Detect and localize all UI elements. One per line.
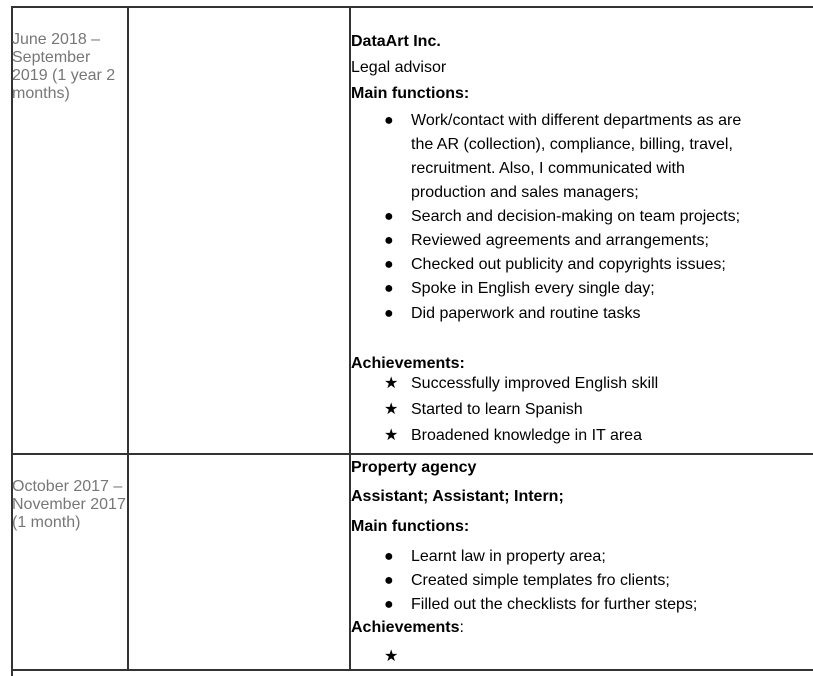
functions-heading: Main functions: (351, 518, 470, 535)
star-icon: ★ (384, 401, 399, 418)
achievement-item: Broadened knowledge in IT area (411, 427, 642, 444)
bullet-icon: ● (384, 596, 394, 613)
list-item: Reviewed agreements and arrangements; (411, 232, 709, 249)
bullet-icon: ● (384, 256, 394, 273)
bullet-icon: ● (384, 232, 394, 249)
achievements-heading (351, 616, 464, 640)
column-divider (127, 6, 129, 671)
star-icon: ★ (384, 375, 399, 392)
star-icon: ★ (384, 427, 399, 444)
bullet-icon: ● (384, 305, 394, 322)
table-top-border (11, 6, 813, 8)
list-item: Did paperwork and routine tasks (411, 305, 641, 322)
star-icon: ★ (384, 648, 399, 665)
list-item: recruitment. Also, I communicated with (411, 160, 685, 177)
bullet-icon: ● (384, 548, 394, 565)
company-name: Property agency (351, 459, 477, 476)
position-title: Assistant; Assistant; Intern; (351, 488, 564, 505)
date-range: October 2017 – November 2017 (1 month) (12, 478, 126, 531)
list-item: Checked out publicity and copyrights issues; (411, 256, 726, 273)
list-item: Search and decision-making on team projects; (411, 208, 741, 225)
list-item: production and sales managers; (411, 184, 639, 201)
date-range: June 2018 – September 2019 (1 year 2 months) (12, 31, 116, 102)
table-left-border (11, 6, 13, 676)
bullet-icon: ● (384, 572, 394, 589)
achievements-colon: : (459, 619, 464, 636)
bullet-icon: ● (384, 112, 394, 129)
list-item: Spoke in English every single day; (411, 280, 655, 297)
list-item: Learnt law in property area; (411, 548, 606, 565)
bullet-icon: ● (384, 280, 394, 297)
bullet-icon: ● (384, 208, 394, 225)
achievement-item: Successfully improved English skill (411, 375, 659, 392)
achievements-label: Achievements (351, 619, 460, 636)
row-divider (11, 453, 813, 455)
position-title: Legal advisor (351, 59, 447, 76)
list-item: Filled out the checklists for further steps; (411, 596, 698, 613)
functions-heading: Main functions: (351, 85, 470, 102)
list-item: the AR (collection), compliance, billing, travel, (411, 136, 733, 153)
achievements-heading: Achievements: (351, 355, 465, 372)
row-divider (11, 669, 813, 671)
list-item: Work/contact with different departments as are (411, 112, 742, 129)
achievement-item: Started to learn Spanish (411, 401, 583, 418)
company-name: DataArt Inc. (351, 33, 441, 50)
list-item: Created simple templates fro clients; (411, 572, 670, 589)
